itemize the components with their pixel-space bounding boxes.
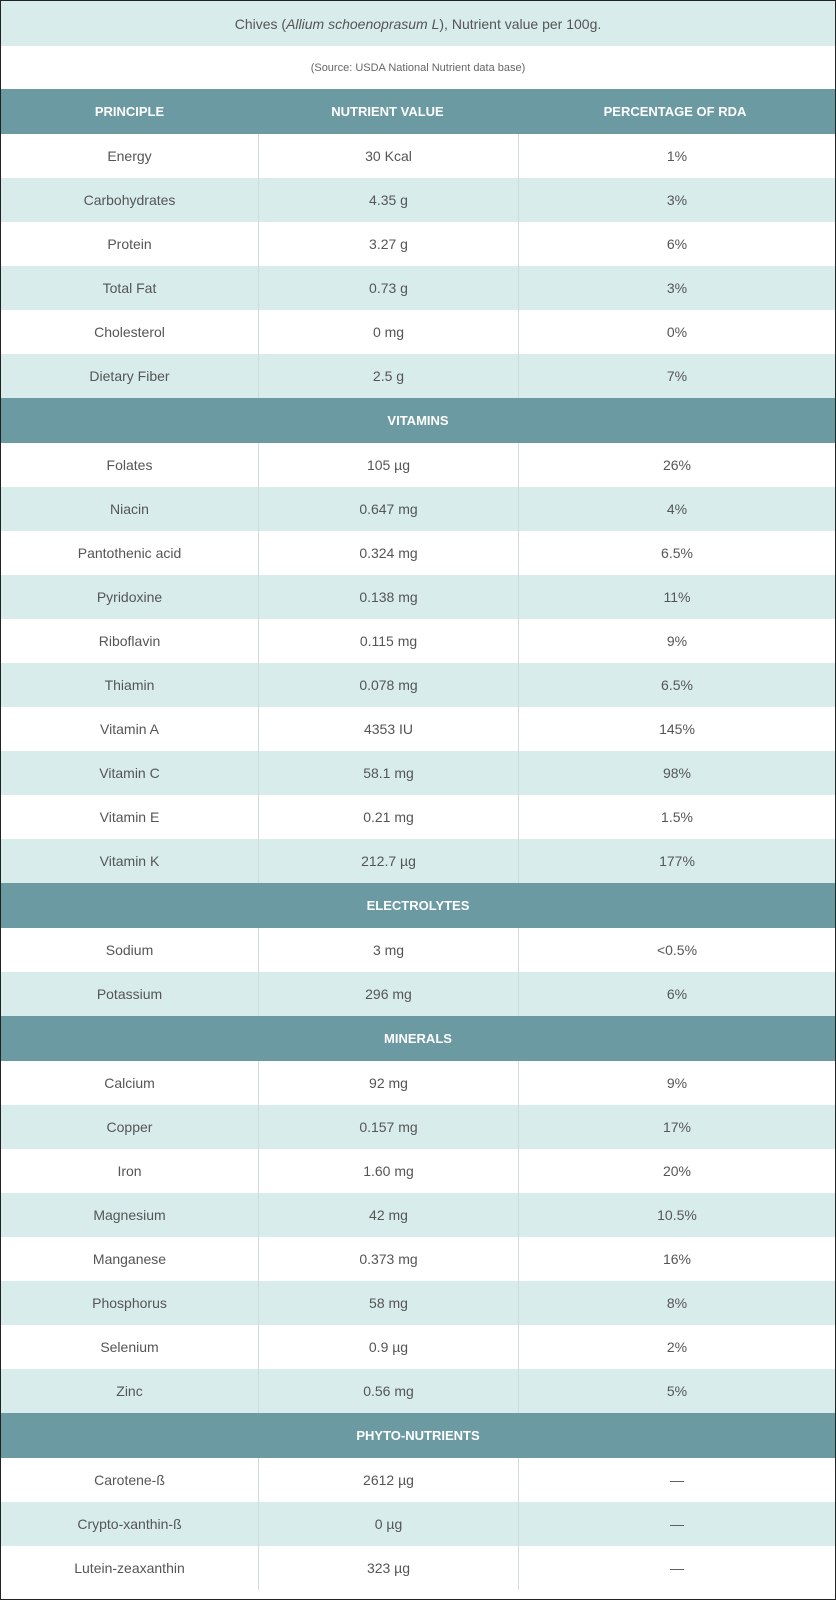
table-row bbox=[1, 839, 835, 883]
cell-percentage-rda: 3% bbox=[666, 192, 688, 208]
table-row bbox=[1, 1105, 835, 1149]
column-header-row bbox=[1, 89, 835, 134]
cell-nutrient-value: 0.21 mg bbox=[258, 795, 519, 839]
cell-percentage-rda: 6.5% bbox=[661, 677, 693, 693]
cell-principle: Sodium bbox=[105, 942, 154, 958]
cell-nutrient-value: 58 mg bbox=[258, 1281, 519, 1325]
cell-principle: Carbohydrates bbox=[83, 192, 176, 208]
title-latin-name: Allium schoenoprasum L bbox=[286, 15, 440, 32]
cell-principle: Calcium bbox=[104, 1075, 155, 1091]
source-note: (Source: USDA National Nutrient data base) bbox=[1, 46, 835, 89]
cell-nutrient-value: 0.115 mg bbox=[258, 619, 519, 663]
table-row bbox=[1, 1281, 835, 1325]
cell-principle: Iron bbox=[117, 1163, 142, 1179]
cell-percentage-rda: — bbox=[670, 1560, 684, 1576]
table-row bbox=[1, 266, 835, 310]
cell-percentage-rda: 2% bbox=[666, 1339, 688, 1355]
cell-principle: Crypto-xanthin-ß bbox=[77, 1516, 182, 1532]
cell-principle: Niacin bbox=[110, 501, 149, 517]
column-header-principle: PRINCIPLE bbox=[94, 104, 165, 119]
cell-principle: Zinc bbox=[116, 1383, 143, 1399]
table-row bbox=[1, 972, 835, 1016]
cell-nutrient-value: 0.157 mg bbox=[258, 1105, 519, 1149]
cell-nutrient-value: 2612 µg bbox=[258, 1458, 519, 1502]
cell-principle: Vitamin A bbox=[100, 721, 159, 737]
column-header-percentage-rda: PERCENTAGE OF RDA bbox=[603, 104, 747, 119]
cell-nutrient-value: 3.27 g bbox=[258, 222, 519, 266]
cell-percentage-rda: 98% bbox=[662, 765, 692, 781]
cell-principle: Riboflavin bbox=[98, 633, 161, 649]
cell-percentage-rda: 9% bbox=[666, 633, 688, 649]
column-header-nutrient-value: NUTRIENT VALUE bbox=[331, 104, 444, 119]
cell-principle: Cholesterol bbox=[94, 324, 165, 340]
table-row bbox=[1, 487, 835, 531]
table-row bbox=[1, 1149, 835, 1193]
cell-nutrient-value: 4353 IU bbox=[258, 707, 519, 751]
cell-principle: Vitamin C bbox=[99, 765, 160, 781]
cell-nutrient-value: 296 mg bbox=[258, 972, 519, 1016]
table-row bbox=[1, 575, 835, 619]
table-row bbox=[1, 751, 835, 795]
cell-nutrient-value: 0.9 µg bbox=[258, 1325, 519, 1369]
cell-percentage-rda: 6% bbox=[666, 236, 688, 252]
cell-percentage-rda: 5% bbox=[666, 1383, 688, 1399]
cell-principle: Magnesium bbox=[93, 1207, 166, 1223]
table-row bbox=[1, 354, 835, 398]
cell-percentage-rda: 26% bbox=[662, 457, 692, 473]
table-row bbox=[1, 795, 835, 839]
cell-principle: Copper bbox=[106, 1119, 153, 1135]
cell-principle: Vitamin E bbox=[99, 809, 160, 825]
table-row bbox=[1, 1458, 835, 1502]
cell-principle: Dietary Fiber bbox=[89, 368, 170, 384]
table-row bbox=[1, 178, 835, 222]
cell-nutrient-value: 42 mg bbox=[258, 1193, 519, 1237]
section-header: VITAMINS bbox=[1, 398, 835, 443]
table-row bbox=[1, 1061, 835, 1105]
table-body bbox=[1, 134, 835, 1590]
section-header: PHYTO-NUTRIENTS bbox=[1, 1413, 835, 1458]
cell-nutrient-value: 0.078 mg bbox=[258, 663, 519, 707]
cell-percentage-rda: 3% bbox=[666, 280, 688, 296]
table-row bbox=[1, 707, 835, 751]
cell-nutrient-value: 0.73 g bbox=[258, 266, 519, 310]
cell-nutrient-value: 58.1 mg bbox=[258, 751, 519, 795]
cell-percentage-rda: 11% bbox=[663, 589, 691, 605]
cell-percentage-rda: <0.5% bbox=[656, 942, 698, 958]
table-title bbox=[1, 1, 835, 46]
cell-nutrient-value: 105 µg bbox=[258, 443, 519, 487]
title-pre: Chives ( bbox=[234, 15, 287, 32]
cell-principle: Folates bbox=[106, 457, 153, 473]
table-row bbox=[1, 310, 835, 354]
cell-percentage-rda: 8% bbox=[666, 1295, 688, 1311]
cell-nutrient-value: 323 µg bbox=[258, 1546, 519, 1590]
table-row bbox=[1, 531, 835, 575]
cell-principle: Pantothenic acid bbox=[77, 545, 182, 561]
cell-nutrient-value: 30 Kcal bbox=[258, 134, 519, 178]
cell-percentage-rda: 6% bbox=[666, 986, 688, 1002]
cell-nutrient-value: 0.647 mg bbox=[258, 487, 519, 531]
cell-nutrient-value: 4.35 g bbox=[258, 178, 519, 222]
table-row bbox=[1, 619, 835, 663]
cell-principle: Pyridoxine bbox=[96, 589, 163, 605]
cell-percentage-rda: 1% bbox=[666, 148, 688, 164]
table-row bbox=[1, 1325, 835, 1369]
cell-nutrient-value: 2.5 g bbox=[258, 354, 519, 398]
cell-principle: Vitamin K bbox=[99, 853, 160, 869]
table-row bbox=[1, 1193, 835, 1237]
cell-percentage-rda: 20% bbox=[662, 1163, 692, 1179]
cell-percentage-rda: 7% bbox=[666, 368, 688, 384]
cell-nutrient-value: 0 mg bbox=[258, 310, 519, 354]
cell-percentage-rda: 16% bbox=[662, 1251, 692, 1267]
cell-percentage-rda: 1.5% bbox=[661, 809, 693, 825]
cell-principle: Phosphorus bbox=[92, 1295, 167, 1311]
cell-nutrient-value: 0.324 mg bbox=[258, 531, 519, 575]
cell-percentage-rda: 4% bbox=[666, 501, 688, 517]
table-row bbox=[1, 1369, 835, 1413]
cell-principle: Lutein-zeaxanthin bbox=[74, 1560, 185, 1576]
table-row bbox=[1, 222, 835, 266]
cell-nutrient-value: 0.373 mg bbox=[258, 1237, 519, 1281]
cell-principle: Protein bbox=[107, 236, 152, 252]
table-row bbox=[1, 134, 835, 178]
cell-percentage-rda: — bbox=[670, 1472, 684, 1488]
cell-percentage-rda: 9% bbox=[666, 1075, 688, 1091]
cell-principle: Potassium bbox=[96, 986, 163, 1002]
table-row bbox=[1, 443, 835, 487]
cell-principle: Selenium bbox=[100, 1339, 159, 1355]
section-header: ELECTROLYTES bbox=[1, 883, 835, 928]
cell-nutrient-value: 92 mg bbox=[258, 1061, 519, 1105]
cell-nutrient-value: 212.7 µg bbox=[258, 839, 519, 883]
cell-percentage-rda: 6.5% bbox=[661, 545, 693, 561]
table-row bbox=[1, 928, 835, 972]
cell-principle: Thiamin bbox=[104, 677, 155, 693]
cell-percentage-rda: 0% bbox=[666, 324, 688, 340]
title-post: ), Nutrient value per 100g. bbox=[439, 15, 602, 32]
cell-principle: Carotene-ß bbox=[94, 1472, 165, 1488]
table-row bbox=[1, 1546, 835, 1590]
cell-principle: Energy bbox=[107, 148, 152, 164]
cell-percentage-rda: — bbox=[670, 1516, 684, 1532]
cell-principle: Total Fat bbox=[102, 280, 157, 296]
cell-principle: Manganese bbox=[92, 1251, 167, 1267]
table-row bbox=[1, 663, 835, 707]
cell-percentage-rda: 17% bbox=[662, 1119, 692, 1135]
section-header: MINERALS bbox=[1, 1016, 835, 1061]
table-row bbox=[1, 1237, 835, 1281]
table-row bbox=[1, 1502, 835, 1546]
cell-percentage-rda: 177% bbox=[659, 853, 695, 869]
cell-nutrient-value: 3 mg bbox=[258, 928, 519, 972]
cell-nutrient-value: 0.138 mg bbox=[258, 575, 519, 619]
cell-nutrient-value: 0 µg bbox=[258, 1502, 519, 1546]
cell-percentage-rda: 145% bbox=[659, 721, 695, 737]
cell-percentage-rda: 10.5% bbox=[657, 1207, 697, 1223]
cell-nutrient-value: 0.56 mg bbox=[258, 1369, 519, 1413]
cell-nutrient-value: 1.60 mg bbox=[258, 1149, 519, 1193]
